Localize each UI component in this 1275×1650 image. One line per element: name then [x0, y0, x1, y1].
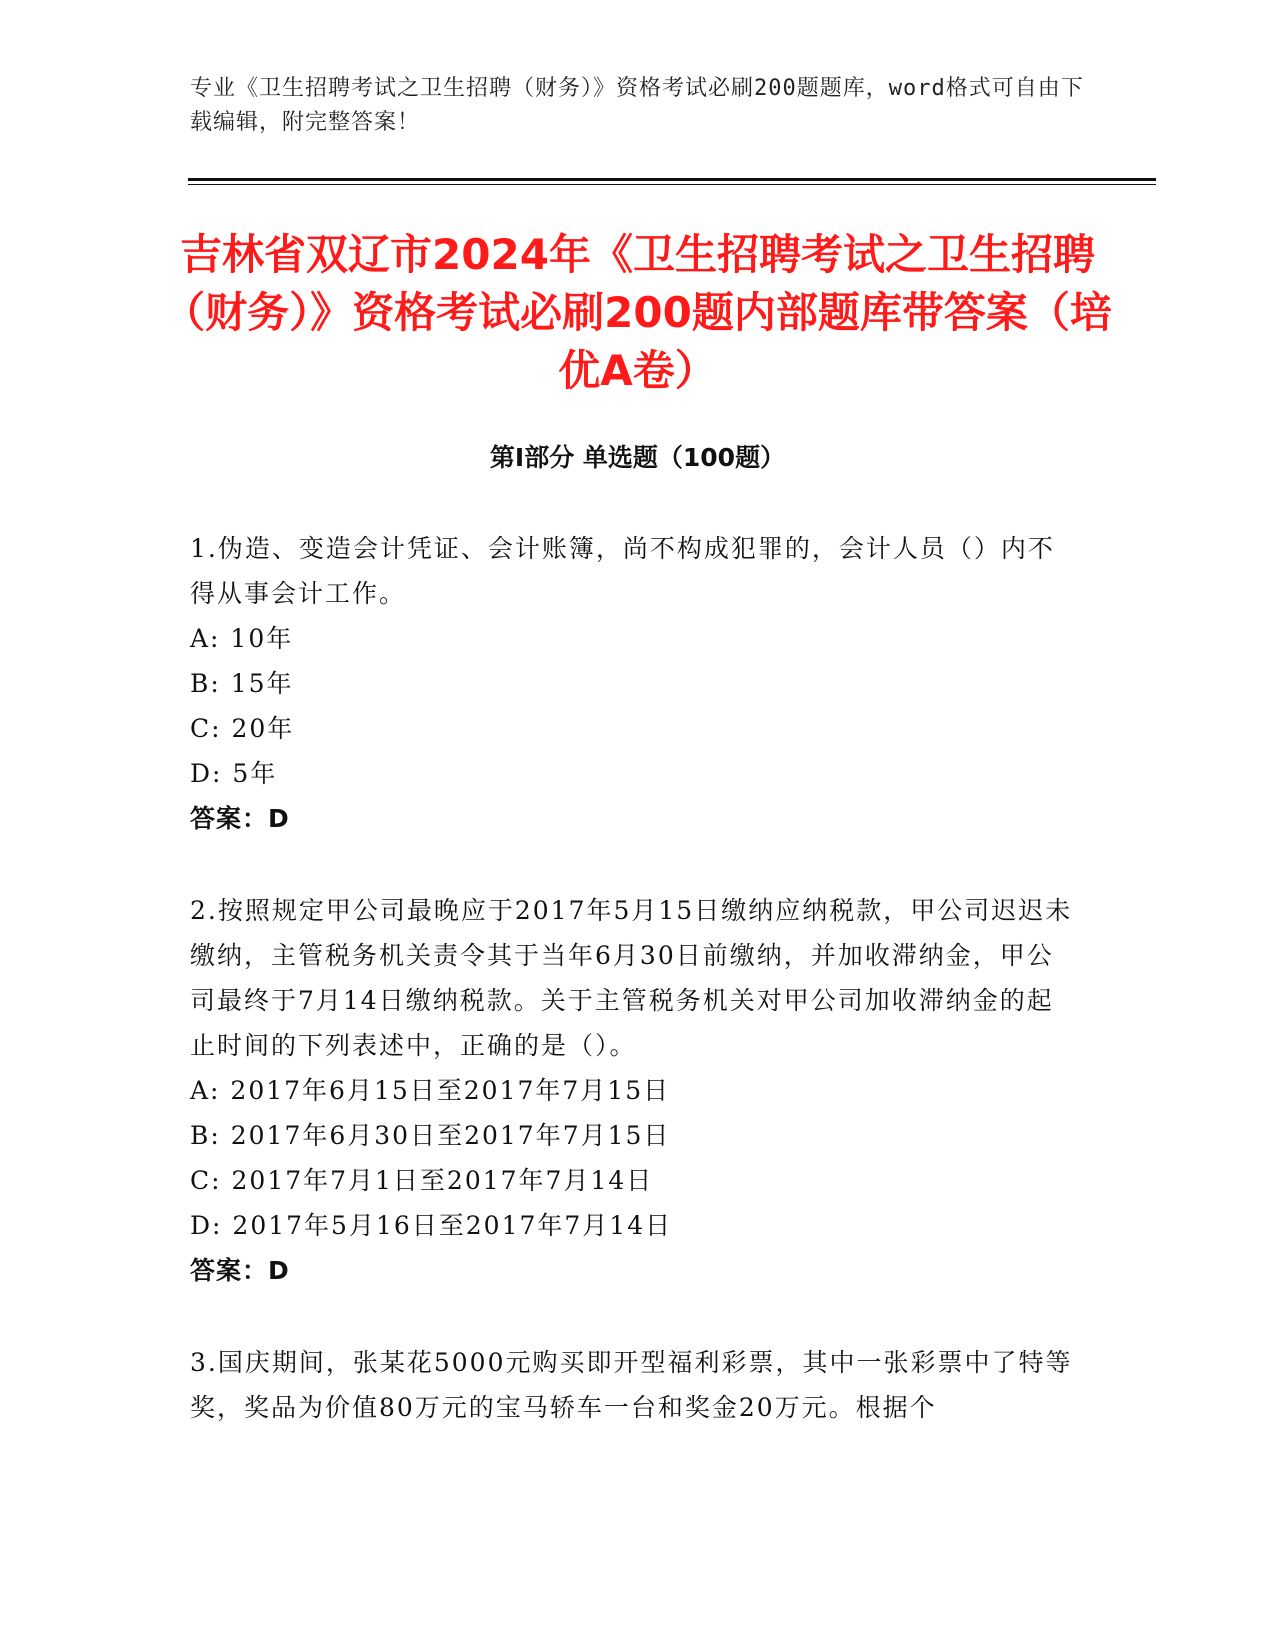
answer: 答案：D: [190, 804, 290, 833]
option-d: D: 5年: [190, 759, 278, 788]
document-title: 吉林省双辽市2024年《卫生招聘考试之卫生招聘（财务）》资格考试必刷200题内部题库带答案（培优A卷）: [163, 230, 1112, 395]
option-a: A: 10年: [190, 624, 294, 653]
section-heading: 第I部分 单选题（100题）: [489, 443, 786, 472]
header-divider-thin: [188, 184, 1156, 185]
question-2: [190, 888, 1080, 1293]
question-text: 2.按照规定甲公司最晚应于2017年5月15日缴纳应纳税款，甲公司迟迟未缴纳，主管税务机关责令其于当年6月30日前缴纳，并加收滞纳金，甲公司最终于7月14日缴纳税款。关于主管税务机关对甲公司加收滞纳金的起止时间的下列表述中，正确的是（）。: [190, 896, 1073, 1060]
header-divider-thick: [188, 178, 1156, 181]
option-c: C: 20年: [190, 714, 295, 743]
option-d: D: 2017年5月16日至2017年7月14日: [190, 1211, 673, 1240]
question-1: [190, 526, 1080, 841]
question-3: [190, 1340, 1080, 1430]
option-b: B: 15年: [190, 669, 294, 698]
answer: 答案：D: [190, 1256, 290, 1285]
header-note: 专业《卫生招聘考试之卫生招聘（财务）》资格考试必刷200题题库，word格式可自由下载编辑，附完整答案！: [190, 76, 1084, 135]
option-a: A: 2017年6月15日至2017年7月15日: [190, 1076, 671, 1105]
question-text: 1.伪造、变造会计凭证、会计账簿，尚不构成犯罪的，会计人员（）内不得从事会计工作。: [190, 534, 1055, 608]
option-b: B: 2017年6月30日至2017年7月15日: [190, 1121, 671, 1150]
question-text: 3.国庆期间，张某花5000元购买即开型福利彩票，其中一张彩票中了特等奖，奖品为价值80万元的宝马轿车一台和奖金20万元。根据个: [190, 1348, 1073, 1422]
option-c: C: 2017年7月1日至2017年7月14日: [190, 1166, 654, 1195]
